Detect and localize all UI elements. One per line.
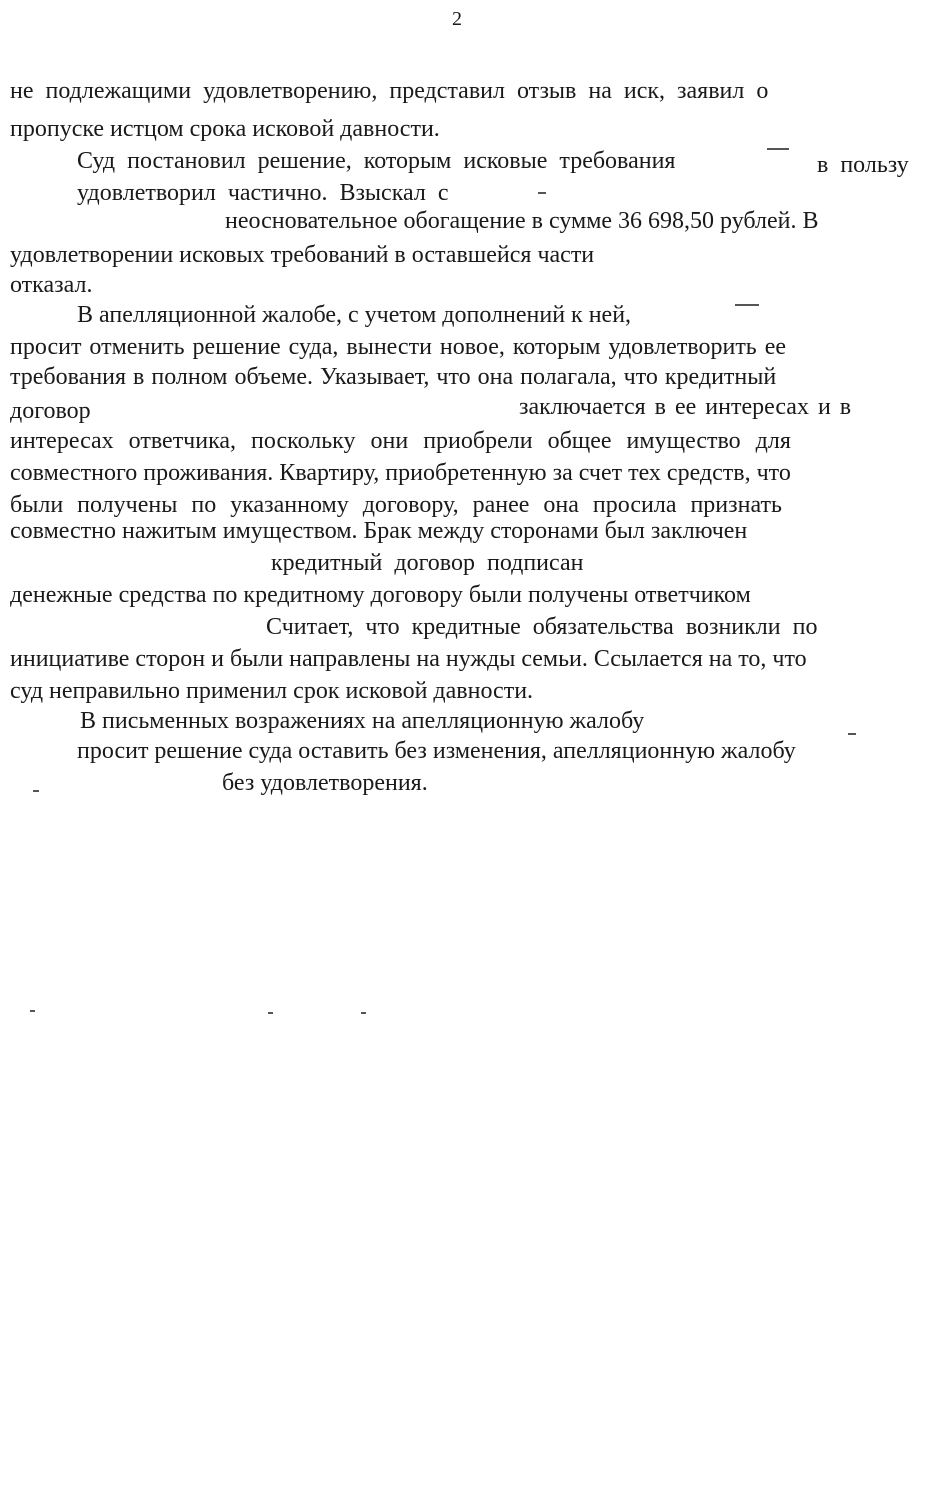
text-line: требования в полном объеме. Указывает, что она полагала, что кредитный: [10, 364, 777, 390]
text-line: не подлежащими удовлетворению, представил отзыв на иск, заявил о: [10, 78, 769, 104]
page-number: 2: [452, 8, 462, 30]
text-line: совместного проживания. Квартиру, приобретенную за счет тех средств, что: [10, 460, 791, 486]
text-line: в пользу: [817, 152, 909, 178]
text-line: суд неправильно применил срок исковой давности.: [10, 678, 534, 704]
text-line: просит отменить решение суда, вынести новое, которым удовлетворить ее: [10, 334, 787, 360]
scan-mark: [33, 790, 39, 792]
scan-mark: [848, 733, 856, 735]
scan-mark: [735, 304, 759, 306]
text-line: пропуске истцом срока исковой давности.: [10, 116, 440, 142]
text-line: удовлетворил частично. Взыскал с: [77, 180, 449, 206]
text-line: неосновательное обогащение в сумме 36 698,50 рублей. В: [225, 208, 819, 234]
text-line: отказал.: [10, 272, 93, 298]
text-line: Суд постановил решение, которым исковые требования: [77, 148, 676, 174]
text-line: совместно нажитым имуществом. Брак между сторонами был заключен: [10, 518, 748, 544]
scan-mark: [268, 1012, 273, 1014]
scan-mark: [361, 1012, 366, 1014]
text-line: были получены по указанному договору, ранее она просила признать: [10, 492, 782, 518]
text-line: денежные средства по кредитному договору были получены ответчиком: [10, 582, 751, 608]
text-line: просит решение суда оставить без изменения, апелляционную жалобу: [77, 738, 796, 764]
text-line: Считает, что кредитные обязательства возникли по: [266, 614, 818, 640]
text-line: В письменных возражениях на апелляционную жалобу: [80, 708, 645, 734]
scan-mark: [767, 148, 789, 150]
text-line: инициативе сторон и были направлены на нужды семьи. Ссылается на то, что: [10, 646, 807, 672]
text-line: договор: [10, 398, 91, 424]
text-line: без удовлетворения.: [222, 770, 428, 796]
text-line: кредитный договор подписан: [271, 550, 584, 576]
scan-mark: [30, 1010, 35, 1012]
text-line: заключается в ее интересах и в: [519, 394, 852, 420]
text-line: В апелляционной жалобе, с учетом дополнений к ней,: [77, 302, 632, 328]
text-line: удовлетворении исковых требований в оставшейся части: [10, 242, 595, 268]
text-line: интересах ответчика, поскольку они приобрели общее имущество для: [10, 428, 791, 454]
scan-mark: [538, 192, 546, 194]
